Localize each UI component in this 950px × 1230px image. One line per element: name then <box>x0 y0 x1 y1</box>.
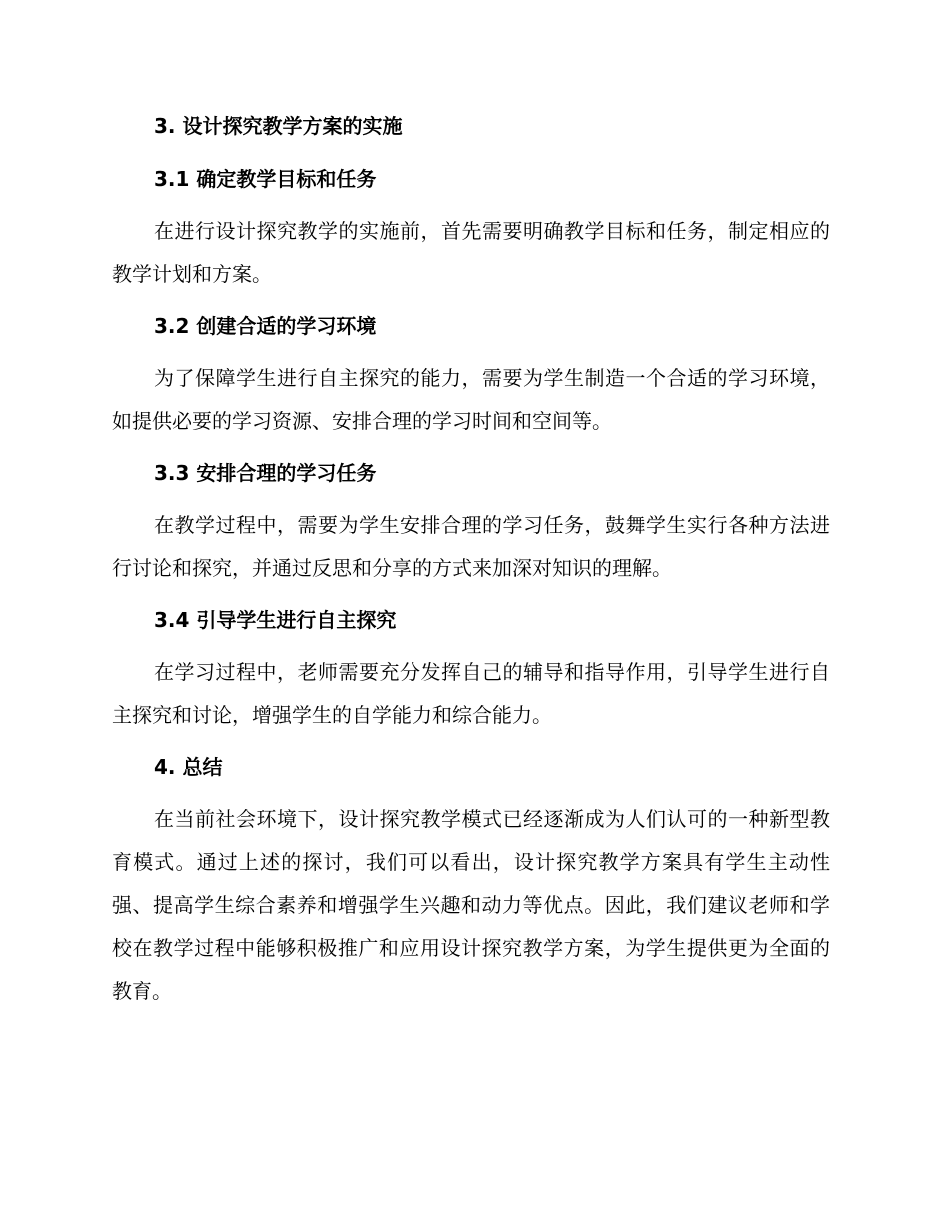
heading-section-3-1: 3.1 确定教学目标和任务 <box>154 167 377 191</box>
paragraph-4-summary: 在当前社会环境下，设计探究教学模式已经逐渐成为人们认可的一种新型教育模式。通过上述的探讨，我们可以看出，设计探究教学方案具有学生主动性强、提高学生综合素养和增强学生兴趣和动力等优点。因此，我们建议老师和学校在教学过程中能够积极推广和应用设计探究教学方案，为学生提供更为全面的教育。 <box>112 807 830 1003</box>
heading-section-3-2: 3.2 创建合适的学习环境 <box>154 314 377 338</box>
paragraph-3-1: 在进行设计探究教学的实施前，首先需要明确教学目标和任务，制定相应的教学计划和方案。 <box>112 219 830 286</box>
heading-section-4: 4. 总结 <box>154 755 223 779</box>
document-body <box>112 104 830 1021</box>
heading-section-3-3: 3.3 安排合理的学习任务 <box>154 461 377 485</box>
heading-section-3-4: 3.4 引导学生进行自主探究 <box>154 608 397 632</box>
heading-section-3: 3. 设计探究教学方案的实施 <box>154 114 403 138</box>
paragraph-3-4: 在学习过程中，老师需要充分发挥自己的辅导和指导作用，引导学生进行自主探究和讨论，增强学生的自学能力和综合能力。 <box>112 660 830 727</box>
paragraph-3-3: 在教学过程中，需要为学生安排合理的学习任务，鼓舞学生实行各种方法进行讨论和探究，并通过反思和分享的方式来加深对知识的理解。 <box>112 513 830 580</box>
paragraph-3-2: 为了保障学生进行自主探究的能力，需要为学生制造一个合适的学习环境，如提供必要的学习资源、安排合理的学习时间和空间等。 <box>112 366 830 433</box>
